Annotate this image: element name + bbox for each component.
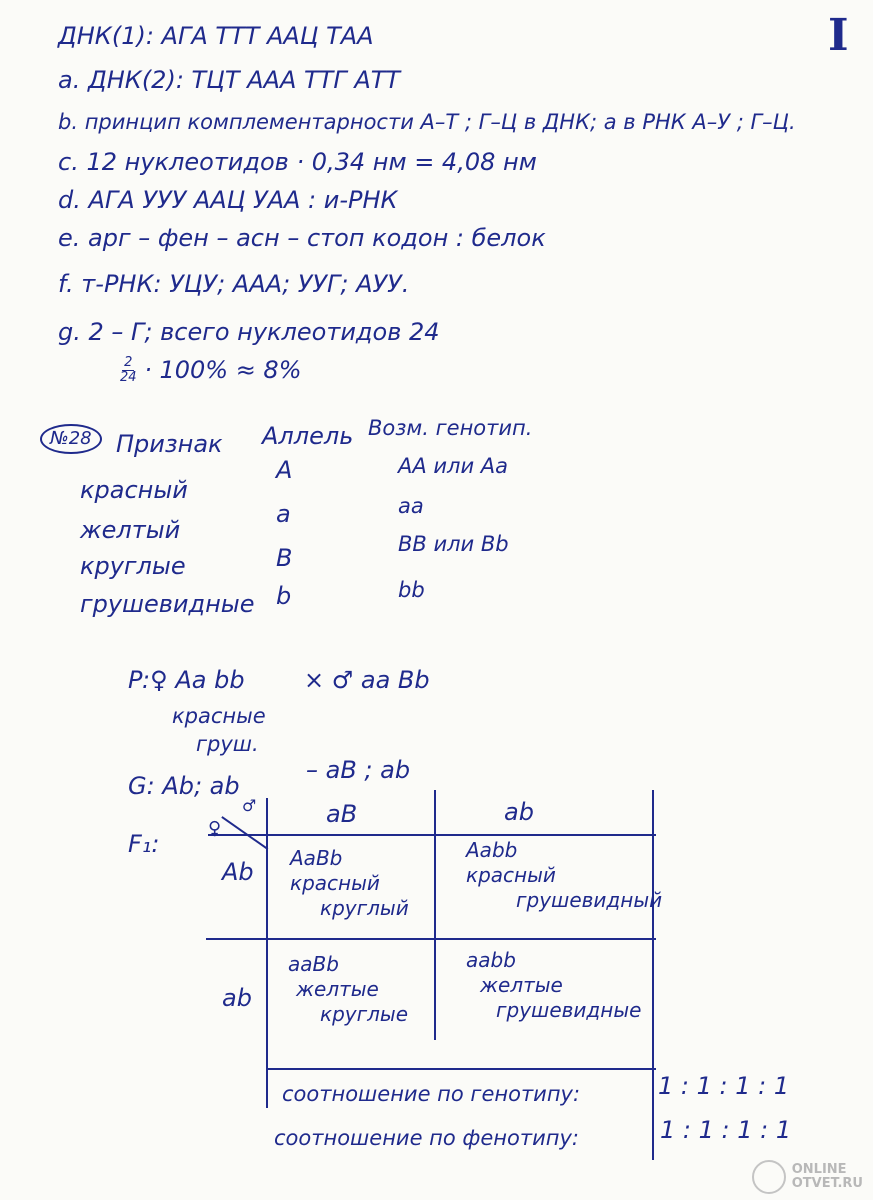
line-letter: a. xyxy=(58,66,81,94)
trait-name: красный xyxy=(80,476,188,504)
ratio-genotype-label: соотношение по генотипу: xyxy=(282,1082,581,1106)
line-letter: f. xyxy=(58,270,74,298)
line-text: ДНК(2): ТЦТ ААА ТТГ АТТ xyxy=(87,66,401,94)
header-genotype: Возм. генотип. xyxy=(368,416,533,440)
line-letter: d. xyxy=(58,186,81,214)
line-d xyxy=(58,188,398,212)
cell-color: желтые xyxy=(296,977,379,1001)
gametes-female: G: Ab; ab xyxy=(128,772,240,800)
cell-shape: грушевидный xyxy=(516,888,663,912)
ratio-genotype-value: 1 : 1 : 1 : 1 xyxy=(658,1072,790,1100)
ratio-phenotype-label: соотношение по фенотипу: xyxy=(274,1126,579,1150)
trait-genotype: BB или Bb xyxy=(398,532,509,556)
watermark xyxy=(752,1160,863,1194)
percent-fraction xyxy=(120,356,137,386)
grid-line xyxy=(434,790,436,1040)
parent-phenotype-line1: красные xyxy=(172,704,266,728)
cell-genotype: aaBb xyxy=(288,952,339,976)
cell-genotype: AaBb xyxy=(290,846,343,870)
cell-color: красный xyxy=(290,871,380,895)
ratio-phenotype-value: 1 : 1 : 1 : 1 xyxy=(660,1116,792,1144)
line-g xyxy=(58,320,440,344)
line-text: АГА УУУ ААЦ УАА : и-РНК xyxy=(88,186,398,214)
f1-label: F₁: xyxy=(128,830,160,858)
trait-genotype: AA или Aa xyxy=(398,454,509,478)
percent-result: · 100% ≈ 8% xyxy=(144,355,302,384)
line-f xyxy=(58,272,409,296)
trait-genotype: aa xyxy=(398,494,424,518)
line-letter: b. xyxy=(58,110,79,134)
trait-name: желтый xyxy=(80,516,181,544)
line-text: 2 – Г; всего нуклеотидов 24 xyxy=(88,318,440,346)
punnett-col-head: aB xyxy=(326,800,358,828)
fraction-denominator: 24 xyxy=(120,370,137,386)
trait-name: грушевидные xyxy=(80,590,255,618)
trait-allele: b xyxy=(276,582,292,610)
trait-genotype: bb xyxy=(398,578,425,602)
page-mark: I xyxy=(828,10,849,61)
trait-allele: B xyxy=(276,544,293,572)
parents-male: × ♂ aa Bb xyxy=(304,666,430,694)
header-allele: Аллель xyxy=(262,422,354,450)
punnett-cell xyxy=(288,952,408,1027)
parent-phenotype-line2: груш. xyxy=(196,732,259,756)
task-number: №28 xyxy=(40,424,102,454)
watermark-line1: ONLINE xyxy=(791,1161,847,1177)
punnett-row-head: ab xyxy=(222,984,252,1012)
punnett-cell xyxy=(290,846,409,921)
fraction-numerator: 2 xyxy=(124,355,133,370)
line-text: арг – фен – асн – стоп кодон : белок xyxy=(88,224,546,252)
cell-color: желтые xyxy=(480,973,563,997)
line-letter: g. xyxy=(58,318,81,346)
trait-allele: a xyxy=(276,500,291,528)
grid-diagonal xyxy=(222,816,269,849)
header-trait: Признак xyxy=(116,430,223,458)
lightbulb-icon xyxy=(752,1160,786,1194)
line-text: 12 нуклеотидов · 0,34 нм = 4,08 нм xyxy=(86,148,537,176)
line-text: принцип комплементарности А–Т ; Г–Ц в ДНК; а в РНК А–У ; Г–Ц. xyxy=(84,110,796,134)
line-letter: c. xyxy=(58,148,79,176)
watermark-text xyxy=(792,1163,863,1192)
grid-line xyxy=(208,834,656,836)
cell-genotype: aabb xyxy=(466,948,516,972)
corner-female-symbol: ♀ xyxy=(208,818,222,839)
punnett-col-head: ab xyxy=(504,798,534,826)
punnett-cell xyxy=(466,838,662,913)
trait-name: круглые xyxy=(80,552,186,580)
line-a xyxy=(58,68,400,92)
cell-shape: грушевидные xyxy=(496,998,642,1022)
line-letter: e. xyxy=(58,224,81,252)
punnett-row-head: Ab xyxy=(222,858,254,886)
line-b xyxy=(58,112,796,133)
cell-color: красный xyxy=(466,863,556,887)
line-e xyxy=(58,226,546,250)
cell-shape: круглый xyxy=(320,896,409,920)
percent-calc xyxy=(120,356,302,386)
dna1-line: ДНК(1): АГА ТТТ ААЦ ТАА xyxy=(58,22,374,50)
cell-genotype: Aabb xyxy=(466,838,518,862)
grid-line xyxy=(266,798,268,1108)
grid-line xyxy=(206,938,656,940)
corner-male-symbol: ♂ xyxy=(242,796,257,815)
punnett-cell xyxy=(466,948,641,1023)
grid-line xyxy=(268,1068,656,1070)
parents-female: P:♀ Aa bb xyxy=(128,666,245,694)
line-text: т-РНК: УЦУ; ААА; УУГ; АУУ. xyxy=(81,270,410,298)
trait-allele: A xyxy=(276,456,293,484)
cell-shape: круглые xyxy=(320,1002,408,1026)
line-c xyxy=(58,150,537,174)
watermark-line2: OTVET.RU xyxy=(791,1176,863,1191)
gametes-male: – aB ; ab xyxy=(306,756,411,784)
